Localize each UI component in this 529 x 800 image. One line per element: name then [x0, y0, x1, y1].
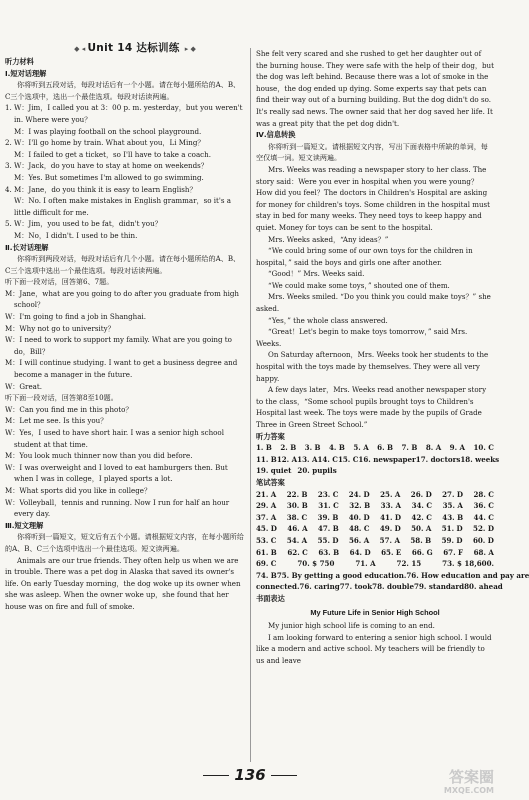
answer: 43. B — [442, 512, 464, 522]
story-paragraph: Mrs. Weeks smiled. “Do you think you could make toys？” she asked. — [256, 292, 491, 314]
answer: 36. C — [473, 501, 494, 511]
answer: 22. B — [286, 489, 308, 499]
dialog-line: M：Why not go to university？ — [5, 323, 115, 333]
dialog-line: 1. W：Jim，I called you at 3：00 p. m. yesterday，but you weren't in. Where were you？ — [5, 103, 243, 124]
page-title: Unit 14 达标训练 — [87, 42, 180, 54]
dialog-line: 5. W：Jim，you used to be fat，didn't you？ — [5, 219, 162, 229]
answer: 16. newspaper — [358, 454, 416, 464]
footer-rule-right — [271, 775, 297, 776]
column-divider — [250, 48, 251, 762]
answer: 17. doctors — [415, 454, 461, 464]
answer: 46. A — [287, 524, 308, 534]
written-answers-heading: 笔试答案 — [256, 477, 285, 487]
answer: 73. $ 18,600. — [442, 559, 494, 569]
part2-heading: Ⅱ.长对话理解 — [5, 242, 49, 252]
dialog-line: M：Let me see. Is this you？ — [5, 416, 108, 426]
story-paragraph: Mrs. Weeks asked，“Any ideas？” — [268, 234, 389, 244]
footer-rule-left — [203, 775, 229, 776]
answer: 8. A — [425, 443, 442, 453]
answer: 20. pupils — [297, 466, 337, 476]
answer: 27. D — [442, 489, 464, 499]
answer: 63. B — [318, 547, 340, 557]
answer: 11. B — [256, 454, 277, 464]
answer: 39. B — [317, 512, 339, 522]
answer: 76. How education and pay are — [406, 570, 529, 580]
title-decoration-right: ▸ ◆ — [184, 45, 196, 53]
answer: 3. B — [304, 443, 321, 453]
answer: 78. double — [372, 582, 415, 592]
answer: 4. B — [328, 443, 345, 453]
right-column — [256, 48, 529, 666]
dialog-line: M：Yes. But sometimes I'm allowed to go swimming. — [14, 172, 204, 182]
answer: 44. C — [473, 512, 494, 522]
story-paragraph: “Good！” Mrs. Weeks said. — [268, 269, 365, 279]
answer-row — [256, 465, 494, 477]
answer: connected. — [256, 582, 300, 592]
story-paragraph: “We could bring some of our own toys for the children in hospital，” said the boys and girls one after another. — [256, 246, 473, 267]
answer: 71. A — [355, 559, 376, 569]
dialog-line: W：Great. — [5, 381, 42, 391]
answer: 52. D — [473, 524, 494, 534]
answer: 12. A — [276, 454, 298, 464]
dialog-line: M：Jane，what are you going to do after you graduate from high school？ — [5, 288, 240, 310]
story-paragraph: On Saturday afternoon，Mrs. Weeks took her students to the hospital with the toys made by themselves. They were all very happy. — [256, 350, 489, 383]
answer: 79. standard — [414, 582, 465, 592]
passage-paragraph: She felt very scared and she rushed to get her daughter out of the burning house. They were safe with the help of their dog，but the dog was left behind. Because there was a lot of smoke in the house，the dog ended up dying. Some experts say that pets can find their way out of a burning building. But the dog didn't do so. It's really sad news. The owner said that her dog saved her life. It was a great pity that the pet dog didn't. — [256, 49, 494, 128]
passage-paragraph: Animals are our true friends. They often help us when we are in trouble. There was a pet dog in Alaska that saved its owner's life. On early Tuesday morning，the dog woke up its owner when she was asleep. When the owner woke up，she found that her house was on fire and full of smoke. — [5, 555, 241, 611]
answer: 9. A — [449, 443, 466, 453]
dialog-line: W：Yes，I used to have short hair. I was a senior high school student at that time. — [5, 428, 224, 449]
dialog-line: M：I failed to get a ticket，so I'll have to take a coach. — [14, 149, 211, 159]
answer-row — [256, 558, 494, 570]
essay-title: My Future Life in Senior High School — [310, 607, 440, 617]
part1-instructions: 你将听到五段对话，每段对话后有一个小题。请在每小题所给的A、B、C三个选项中，选出一个最佳选项。每段对话读两遍。 — [5, 80, 241, 101]
answer: 10. C — [473, 443, 494, 453]
part4-heading: Ⅳ.信息转换 — [256, 130, 296, 140]
answer-row — [256, 581, 503, 593]
answer: 61. B — [256, 547, 277, 557]
story-paragraph: Mrs. Weeks was reading a newspaper story to her class. The story said：Were you ever in hospital when you were young？How did you feel？The doctors in Children's Hospital are asking for money for children's toys. Some children in the hospital must stay in bed for many weeks. They need toys to keep happy and quiet. Money for toys can be sent to the hospital. — [256, 164, 491, 232]
answer-row — [256, 570, 529, 582]
answer: 80. ahead — [464, 582, 503, 592]
part4-instructions: 你将听到一篇短文。请根据短文内容，写出下面表格中所缺的单词，每空仅填一词。短文读两遍。 — [256, 141, 488, 163]
story-paragraph: A few days later，Mrs. Weeks read another newspaper story to the class，“Some school pupils brought toys to Children's Hospital last week. The toys were made by the pupils of Grade Three in Green Street School.” — [256, 385, 487, 429]
answer: 77. took — [339, 582, 373, 592]
title-decoration-left: ◆ ◂ — [74, 45, 88, 53]
dialog-line: M：You look much thinner now than you did before. — [5, 451, 193, 461]
watermark-line1: 答案圈 — [448, 768, 494, 786]
answer: 24. D — [348, 489, 370, 499]
dialog-line: M：No，I didn't. I used to be thin. — [14, 230, 138, 240]
answer: 1. B — [256, 443, 272, 453]
answer: 40. D — [348, 512, 370, 522]
answer: 60. D — [472, 535, 494, 545]
dialog-line: W：No. I often make mistakes in English grammar，so it's a little difficult for me. — [14, 196, 231, 217]
dialog-line: M：I was playing football on the school playground. — [14, 126, 202, 136]
answer: 18. weeks — [460, 454, 500, 464]
answer: 25. A — [380, 489, 401, 499]
answer: 5. A — [353, 443, 369, 453]
answer: 54. A — [286, 535, 308, 545]
part2-intro-2: 听下面一段对话，回答第8至10题。 — [5, 393, 118, 403]
answer: 21. A — [256, 489, 277, 499]
answer: 34. C — [411, 501, 433, 511]
answer: 7. B — [401, 443, 418, 453]
answer: 23. C — [317, 489, 339, 499]
watermark-line2: MXQE.COM — [443, 786, 494, 795]
part3-instructions: 你将听到一篇短文，短文后有五个小题。请根据短文内容，在每小题所给的A、B、C三个选项中选出一个最佳选项。短文读两遍。 — [5, 532, 244, 553]
answer: 6. B — [377, 443, 394, 453]
answer: 56. A — [348, 535, 370, 545]
answer: 67. F — [443, 547, 464, 557]
answer: 59. D — [441, 535, 463, 545]
answer-row — [256, 523, 494, 535]
answer-row — [256, 547, 494, 559]
answer: 41. D — [380, 512, 402, 522]
part1-heading: Ⅰ.短对话理解 — [5, 68, 47, 78]
dialog-line: 2. W：I'll go home by train. What about you，Li Ming？ — [5, 138, 205, 148]
dialog-line: W：I need to work to support my family. What are you going to do，Bill？ — [5, 335, 232, 356]
answer: 69. C — [256, 559, 277, 569]
essay-paragraph: My junior high school life is coming to an end. — [268, 621, 435, 631]
answer: 14. C — [317, 454, 338, 464]
answer-row — [256, 442, 494, 454]
answer-row — [256, 454, 500, 466]
listening-heading: 听力材料 — [5, 57, 34, 66]
answer: 57. A — [379, 535, 400, 545]
story-paragraph: “We could make some toys，” shouted one of them. — [268, 280, 450, 290]
answer: 65. E — [381, 547, 402, 557]
dialog-line: W：Can you find me in this photo？ — [5, 404, 133, 414]
answer-row — [256, 489, 494, 501]
part2-instructions: 你将听到两段对话，每段对话后有几个小题。请在每小题所给的A、B、C三个选项中选出一个最佳选项。每段对话读两遍。 — [5, 254, 241, 275]
answer: 33. A — [380, 501, 401, 511]
dialog-line: 4. M：Jane，do you think it is easy to learn English？ — [5, 184, 197, 194]
dialog-line: W：I'm going to find a job in Shanghai. — [5, 312, 146, 322]
answer: 30. B — [286, 501, 308, 511]
answer: 70. $ 750 — [297, 559, 335, 569]
answer: 64. D — [349, 547, 371, 557]
answer: 37. A — [256, 512, 277, 522]
story-paragraph: “Great！Let's begin to make toys tomorrow，” said Mrs. Weeks. — [256, 327, 468, 348]
answer: 26. D — [410, 489, 432, 499]
watermark-logo — [412, 770, 494, 798]
dialog-line: M：I will continue studying. I want to get a business degree and become a manager in the future. — [5, 358, 238, 380]
dialog-line: W：I was overweight and I loved to eat hamburgers then. But when I was in college，I played sports a lot. — [5, 462, 228, 484]
page-number: 136 — [234, 766, 266, 784]
answer: 29. A — [256, 501, 277, 511]
answer-row — [256, 512, 494, 524]
answer: 76. caring — [299, 582, 340, 592]
answer: 45. D — [256, 524, 277, 534]
answer: 13. A — [297, 454, 318, 464]
answer: 74. B — [256, 570, 277, 580]
answer: 47. B — [317, 524, 339, 534]
essay-paragraph: I am looking forward to entering a senior high school. I would like a modern and active school. My teachers will be friendly to us and leave — [256, 632, 492, 665]
answer: 58. B — [410, 535, 432, 545]
answer-row — [256, 500, 494, 512]
answer: 51. D — [441, 524, 463, 534]
answer: 50. A — [411, 524, 432, 534]
answer: 75. By getting a good education. — [276, 570, 407, 580]
answer: 32. B — [349, 501, 371, 511]
writing-heading: 书面表达 — [256, 593, 285, 603]
part3-heading: Ⅲ.短文理解 — [5, 520, 44, 530]
listening-answers-heading: 听力答案 — [256, 431, 285, 441]
answer: 38. C — [286, 512, 308, 522]
answer: 19. quiet — [256, 466, 292, 476]
page-footer — [180, 766, 320, 784]
answer: 48. C — [349, 524, 370, 534]
dialog-line: 3. W：Jack，do you have to stay at home on weekends？ — [5, 161, 208, 171]
answer: 68. A — [473, 547, 494, 557]
answer: 66. G — [411, 547, 433, 557]
answer: 49. D — [379, 524, 401, 534]
answer: 53. C — [256, 535, 277, 545]
answer: 55. D — [317, 535, 339, 545]
left-column — [5, 50, 245, 613]
answer: 2. B — [280, 443, 297, 453]
answer: 15. C — [337, 454, 359, 464]
dialog-line: W：Volleyball，tennis and running. Now I run for half an hour every day. — [5, 497, 230, 519]
answer-row — [256, 535, 494, 547]
story-paragraph: “Yes，” the whole class answered. — [268, 315, 388, 325]
answer: 31. C — [318, 501, 339, 511]
dialog-line: M：What sports did you like in college？ — [5, 485, 152, 495]
answer: 72. 15 — [396, 559, 422, 569]
answer: 42. C — [411, 512, 432, 522]
answer: 35. A — [442, 501, 463, 511]
part2-intro-1: 听下面一段对话，回答第6、7题。 — [5, 277, 114, 287]
answer: 28. C — [473, 489, 494, 499]
answer: 62. C — [287, 547, 308, 557]
